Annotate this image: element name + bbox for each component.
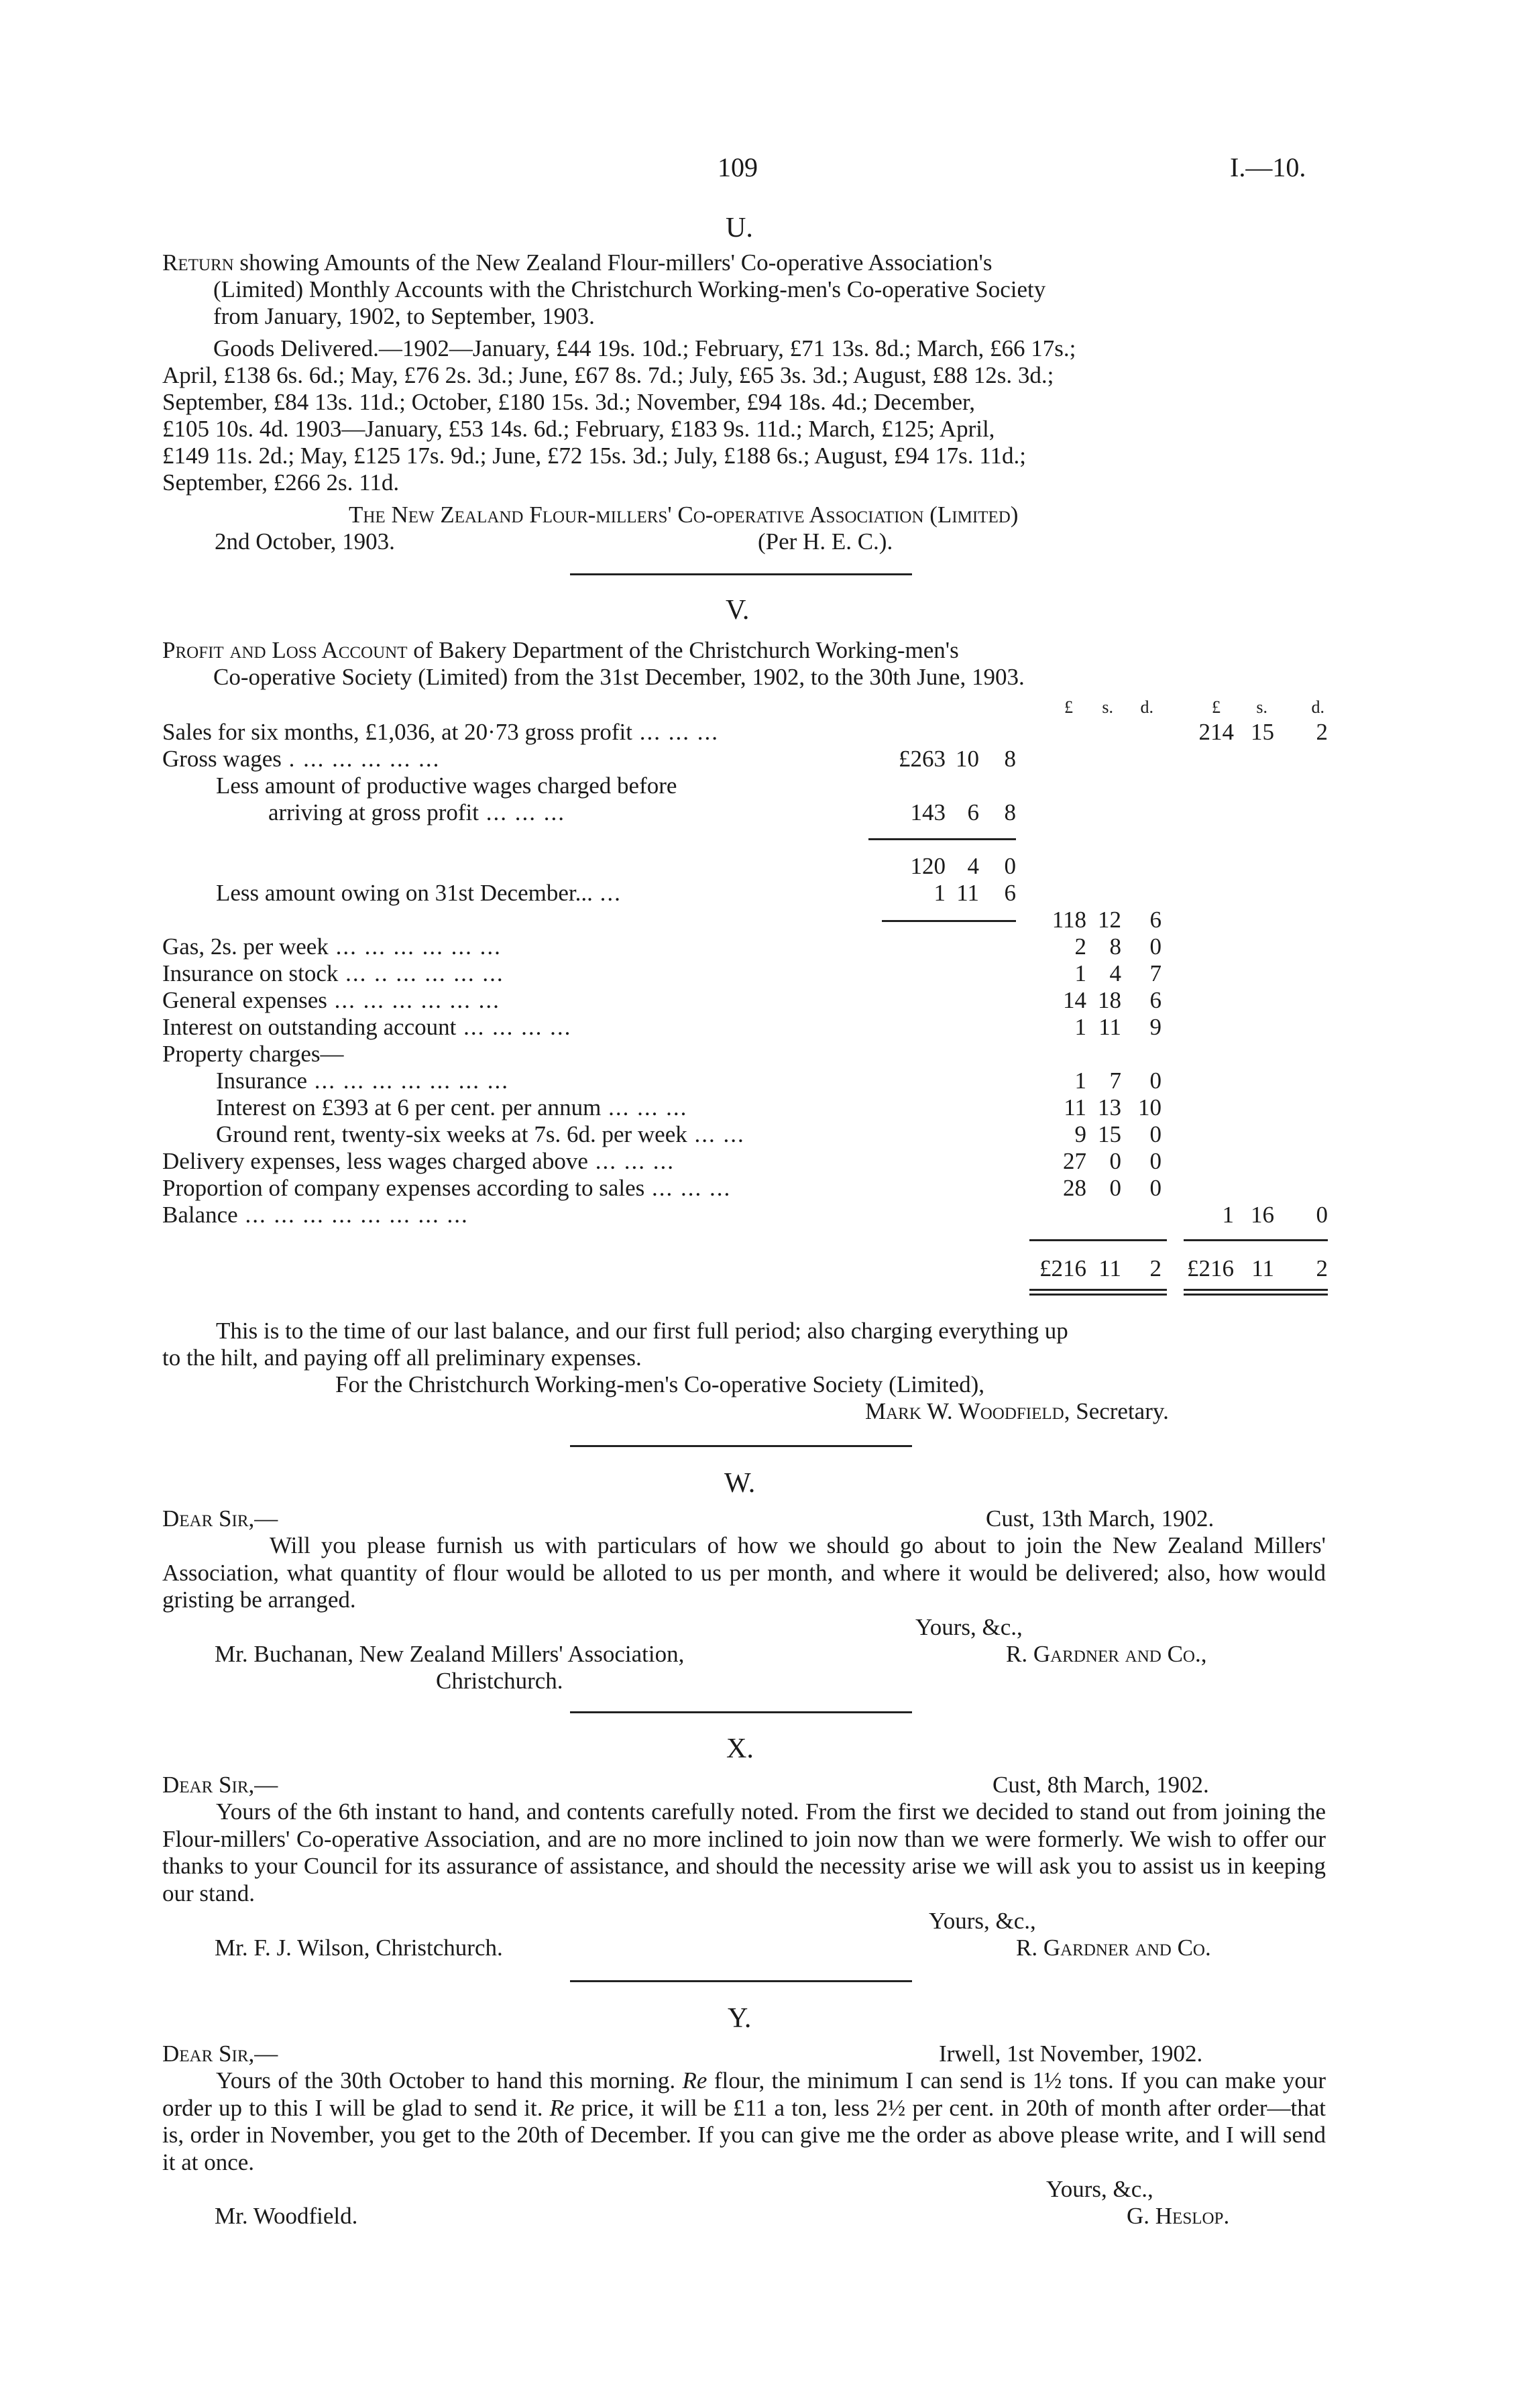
leader-dots: ... ...: [687, 1121, 745, 1147]
section-y-body-b: flour, the minimum I can send is 1½ tons. If you can make your order up to this I will be glad to send it.: [162, 2067, 1326, 2121]
section-y-letter: Y.: [728, 2003, 752, 2034]
section-v-letter: V.: [726, 595, 750, 626]
goods-line-6: September, £266 2s. 11d.: [162, 469, 400, 496]
gross-wages-pounds: £263: [899, 746, 946, 772]
row-gross-wages: [162, 746, 440, 772]
row-prop-insurance-label: Insurance: [216, 1068, 308, 1094]
net-wages-rule: [882, 920, 1016, 922]
row-less-owing: [216, 880, 622, 907]
section-y-salutation: Dear Sir,—: [162, 2041, 278, 2067]
section-w-sender: R. Gardner and Co.,: [1006, 1641, 1207, 1667]
row-insurance-stock-label: Insurance on stock: [162, 960, 339, 986]
delivery-shillings: 0: [1109, 1148, 1121, 1174]
interest-outstanding-pounds: 1: [1074, 1014, 1086, 1040]
row-balance-label: Balance: [162, 1202, 238, 1228]
row-insurance-stock: [162, 960, 504, 987]
insurance-stock-pence: 7: [1149, 960, 1162, 986]
leader-dots: ... ... ... ... ... ... ... ...: [237, 1202, 469, 1228]
general-shillings: 18: [1098, 987, 1121, 1013]
section-w-place-date: Cust, 13th March, 1902.: [986, 1505, 1214, 1532]
row-gross-wages-label: Gross wages: [162, 746, 282, 772]
leader-dots: ... ... ...: [478, 799, 565, 825]
section-y-closing: Yours, &c.,: [1046, 2176, 1153, 2202]
signatory-title: , Secretary.: [1064, 1398, 1169, 1424]
section-x-place-date: Cust, 8th March, 1902.: [993, 1772, 1209, 1798]
less-owing-pence: 6: [1004, 880, 1016, 906]
prop-ground-shillings: 15: [1098, 1121, 1121, 1147]
row-gas-label: Gas, 2s. per week: [162, 933, 329, 960]
section-y-body-c: price, it will be £11 a ton, less 2½ per cent. in 20th of month after order—that is, order in November, you get to the 20th of December. If you can give me the order as above please write, and I will send it at once.: [162, 2094, 1326, 2175]
section-y-body: [162, 2067, 1326, 2176]
interest-outstanding-pence: 9: [1149, 1014, 1162, 1040]
proportion-shillings: 0: [1109, 1175, 1121, 1201]
leader-dots: ... ... ...: [644, 1175, 732, 1201]
divider-u-v: [570, 573, 912, 575]
section-w-addressee2: Christchurch.: [436, 1668, 563, 1694]
section-u-title-lead: Return: [162, 249, 234, 276]
col-header-shillings-1: s.: [1102, 697, 1113, 717]
row-sales-label: [162, 719, 719, 746]
section-v-note-line2: to the hilt, and paying off all preliminary expenses.: [162, 1344, 642, 1371]
divider-x-y: [570, 1980, 912, 1982]
sales-total-shillings: 15: [1251, 719, 1274, 745]
sales-total-pence: 2: [1316, 719, 1328, 745]
less-owing-shillings: 11: [956, 880, 979, 906]
totals-right-pounds: £216: [1187, 1255, 1234, 1281]
delivery-pence: 0: [1149, 1148, 1162, 1174]
row-proportion-label: Proportion of company expenses according to sales: [162, 1175, 645, 1201]
delivery-pounds: 27: [1063, 1148, 1086, 1174]
net-wages-pounds: 118: [1052, 907, 1086, 933]
row-sales-label-text: Sales for six months, £1,036, at 20·73 gross profit: [162, 719, 632, 745]
subtotal-pounds: 120: [910, 853, 946, 879]
leader-dots: ... .. ... ... ... ...: [338, 960, 504, 986]
insurance-stock-pounds: 1: [1074, 960, 1086, 986]
totals-double-rule-mid: [1029, 1289, 1167, 1296]
section-v-title: [162, 637, 959, 664]
section-u-title-line2: (Limited) Monthly Accounts with the Christchurch Working-men's Co-operative Society: [213, 276, 1046, 302]
section-x-salutation: Dear Sir,—: [162, 1772, 278, 1798]
row-prop-interest: [216, 1094, 687, 1121]
subtotal-shillings: 4: [967, 853, 979, 879]
subtotal-rule: [868, 838, 1016, 840]
prop-insurance-shillings: 7: [1109, 1068, 1121, 1094]
goods-line-5: £149 11s. 2d.; May, £125 17s. 9d.; June, £72 15s. 3d.; July, £188 6s.; August, £94 17s. 11d.;: [162, 443, 1026, 469]
divider-v-w: [570, 1445, 912, 1447]
section-y-addressee: Mr. Woodfield.: [215, 2203, 358, 2229]
leader-dots: ...: [592, 880, 622, 906]
row-general-label: General expenses: [162, 987, 327, 1013]
less-productive-pence: 8: [1004, 799, 1016, 825]
totals-right-shillings: 11: [1251, 1255, 1274, 1281]
totals-rule-right: [1184, 1239, 1328, 1241]
col-header-pounds-1: £: [1064, 697, 1073, 717]
leader-dots: ... ... ...: [587, 1148, 675, 1174]
section-u-letter: U.: [726, 213, 753, 243]
section-x-letter: X.: [726, 1733, 754, 1764]
section-u-signature: The New Zealand Flour-millers' Co-operative Association (Limited): [349, 502, 1019, 528]
row-gas: [162, 933, 502, 960]
section-u-title: [162, 249, 992, 276]
prop-insurance-pounds: 1: [1074, 1068, 1086, 1094]
totals-mid-pence: 2: [1149, 1255, 1162, 1281]
less-productive-pounds: 143: [910, 799, 946, 825]
row-prop-ground-label: Ground rent, twenty-six weeks at 7s. 6d. per week: [216, 1121, 687, 1147]
prop-interest-pounds: 11: [1064, 1094, 1086, 1121]
goods-line-4: £105 10s. 4d. 1903—January, £53 14s. 6d.; February, £183 9s. 11d.; March, £125; April,: [162, 416, 995, 442]
section-x-sender: R. Gardner and Co.: [1016, 1935, 1211, 1961]
page-number: 109: [718, 152, 758, 182]
net-wages-pence: 6: [1149, 907, 1162, 933]
interest-outstanding-shillings: 11: [1098, 1014, 1121, 1040]
row-general: [162, 987, 500, 1014]
row-less-owing-label: Less amount owing on 31st December...: [216, 880, 593, 906]
row-prop-interest-label: Interest on £393 at 6 per cent. per annum: [216, 1094, 602, 1121]
section-y-re-1: Re: [682, 2067, 707, 2094]
totals-rule-mid: [1029, 1239, 1167, 1241]
section-y-body-a: Yours of the 30th October to hand this morning.: [216, 2067, 683, 2094]
gas-pence: 0: [1149, 933, 1162, 960]
net-wages-shillings: 12: [1098, 907, 1121, 933]
less-productive-shillings: 6: [967, 799, 979, 825]
row-less-productive-2-label: arriving at gross profit: [268, 799, 479, 825]
section-x-body: Yours of the 6th instant to hand, and contents carefully noted. From the first we decided to stand out from joining the Flour-millers' Co-operative Association, and are no more inclined to join now than we were formerly. We wish to offer our thanks to your Council for its assurance of assistance, and should the necessity arise we will ask you to assist us in keeping our stand.: [162, 1798, 1326, 1906]
section-y-sender: G. Heslop.: [1127, 2203, 1230, 2229]
col-header-pounds-2: £: [1212, 697, 1221, 717]
document-reference: I.—10.: [1230, 152, 1306, 182]
section-y-re-2: Re: [549, 2094, 575, 2121]
gas-pounds: 2: [1074, 933, 1086, 960]
leader-dots: ... ... ... ... ... ...: [328, 933, 502, 960]
gross-wages-shillings: 10: [956, 746, 979, 772]
gas-shillings: 8: [1109, 933, 1121, 960]
goods-line-1: Goods Delivered.—1902—January, £44 19s. 10d.; February, £71 13s. 8d.; March, £66 17s.;: [213, 335, 1076, 361]
balance-shillings: 16: [1251, 1202, 1274, 1228]
row-interest-outstanding-label: Interest on outstanding account: [162, 1014, 457, 1040]
section-w-addressee: Mr. Buchanan, New Zealand Millers' Association,: [215, 1641, 685, 1667]
leader-dots: ... ... ...: [601, 1094, 688, 1121]
row-property-charges: Property charges—: [162, 1041, 344, 1067]
row-less-productive-2: [268, 799, 565, 826]
subtotal-pence: 0: [1004, 853, 1016, 879]
section-w-salutation: Dear Sir,—: [162, 1505, 278, 1532]
totals-double-rule-right: [1184, 1289, 1328, 1296]
section-u-title-rest: showing Amounts of the New Zealand Flour-millers' Co-operative Association's: [233, 249, 993, 276]
row-proportion: [162, 1175, 731, 1202]
col-header-shillings-2: s.: [1256, 697, 1267, 717]
leader-dots: ... ... ... ... ... ... ...: [307, 1068, 510, 1094]
proportion-pence: 0: [1149, 1175, 1162, 1201]
goods-line-3: September, £84 13s. 11d.; October, £180 15s. 3d.; November, £94 18s. 4d.; December,: [162, 389, 976, 415]
row-delivery-label: Delivery expenses, less wages charged above: [162, 1148, 588, 1174]
section-w-closing: Yours, &c.,: [915, 1614, 1023, 1640]
less-owing-pounds: 1: [933, 880, 946, 906]
leader-dots: ... ... ...: [632, 719, 719, 745]
goods-line-2: April, £138 6s. 6d.; May, £76 2s. 3d.; June, £67 8s. 7d.; July, £65 3s. 3d.; August, £88 12s. 3d.;: [162, 362, 1054, 388]
balance-pounds: 1: [1222, 1202, 1234, 1228]
section-x-closing: Yours, &c.,: [929, 1908, 1036, 1934]
insurance-stock-shillings: 4: [1109, 960, 1121, 986]
totals-mid-shillings: 11: [1098, 1255, 1121, 1281]
gross-wages-pence: 8: [1004, 746, 1016, 772]
section-w-body: Will you please furnish us with particulars of how we should go about to join the New Zealand Millers' Association, what quantity of flour would be alloted to us per month, and where it would be delivered; also, how would gristing be arranged.: [162, 1532, 1326, 1613]
leader-dots: . ... ... ... ... ...: [281, 746, 441, 772]
prop-interest-shillings: 13: [1098, 1094, 1121, 1121]
section-x-addressee: Mr. F. J. Wilson, Christchurch.: [215, 1935, 503, 1961]
totals-right-pence: 2: [1316, 1255, 1328, 1281]
leader-dots: ... ... ... ...: [456, 1014, 572, 1040]
proportion-pounds: 28: [1063, 1175, 1086, 1201]
prop-ground-pounds: 9: [1074, 1121, 1086, 1147]
section-v-title-line2: Co-operative Society (Limited) from the 31st December, 1902, to the 30th June, 1903.: [213, 664, 1025, 690]
sales-total-pounds: 214: [1198, 719, 1234, 745]
row-prop-insurance: [216, 1068, 509, 1094]
prop-ground-pence: 0: [1149, 1121, 1162, 1147]
divider-w-x: [570, 1711, 912, 1713]
signatory-name: Mark W. Woodfield: [865, 1398, 1064, 1424]
section-w-letter: W.: [724, 1468, 756, 1499]
row-delivery: [162, 1148, 675, 1175]
balance-pence: 0: [1316, 1202, 1328, 1228]
section-v-note-line1: This is to the time of our last balance, and our first full period; also charging everything up: [216, 1318, 1068, 1344]
general-pence: 6: [1149, 987, 1162, 1013]
section-u-per: (Per H. E. C.).: [758, 528, 893, 555]
col-header-pence-1: d.: [1140, 697, 1153, 717]
section-u-title-line3: from January, 1902, to September, 1903.: [213, 303, 595, 329]
col-header-pence-2: d.: [1311, 697, 1324, 717]
leader-dots: ... ... ... ... ... ...: [327, 987, 500, 1013]
row-prop-ground: [216, 1121, 745, 1148]
general-pounds: 14: [1063, 987, 1086, 1013]
row-less-productive-1: Less amount of productive wages charged before: [216, 772, 677, 799]
section-v-signatory: [865, 1398, 1169, 1425]
section-y-place-date: Irwell, 1st November, 1902.: [939, 2041, 1203, 2067]
section-v-for-line: For the Christchurch Working-men's Co-operative Society (Limited),: [335, 1371, 985, 1397]
section-v-title-rest: of Bakery Department of the Christchurch Working-men's: [407, 637, 959, 663]
row-balance: [162, 1202, 469, 1228]
totals-mid-pounds: £216: [1039, 1255, 1086, 1281]
row-interest-outstanding: [162, 1014, 571, 1041]
prop-insurance-pence: 0: [1149, 1068, 1162, 1094]
section-v-title-lead: Profit and Loss Account: [162, 637, 408, 663]
prop-interest-pence: 10: [1138, 1094, 1162, 1121]
section-u-date: 2nd October, 1903.: [215, 528, 395, 555]
